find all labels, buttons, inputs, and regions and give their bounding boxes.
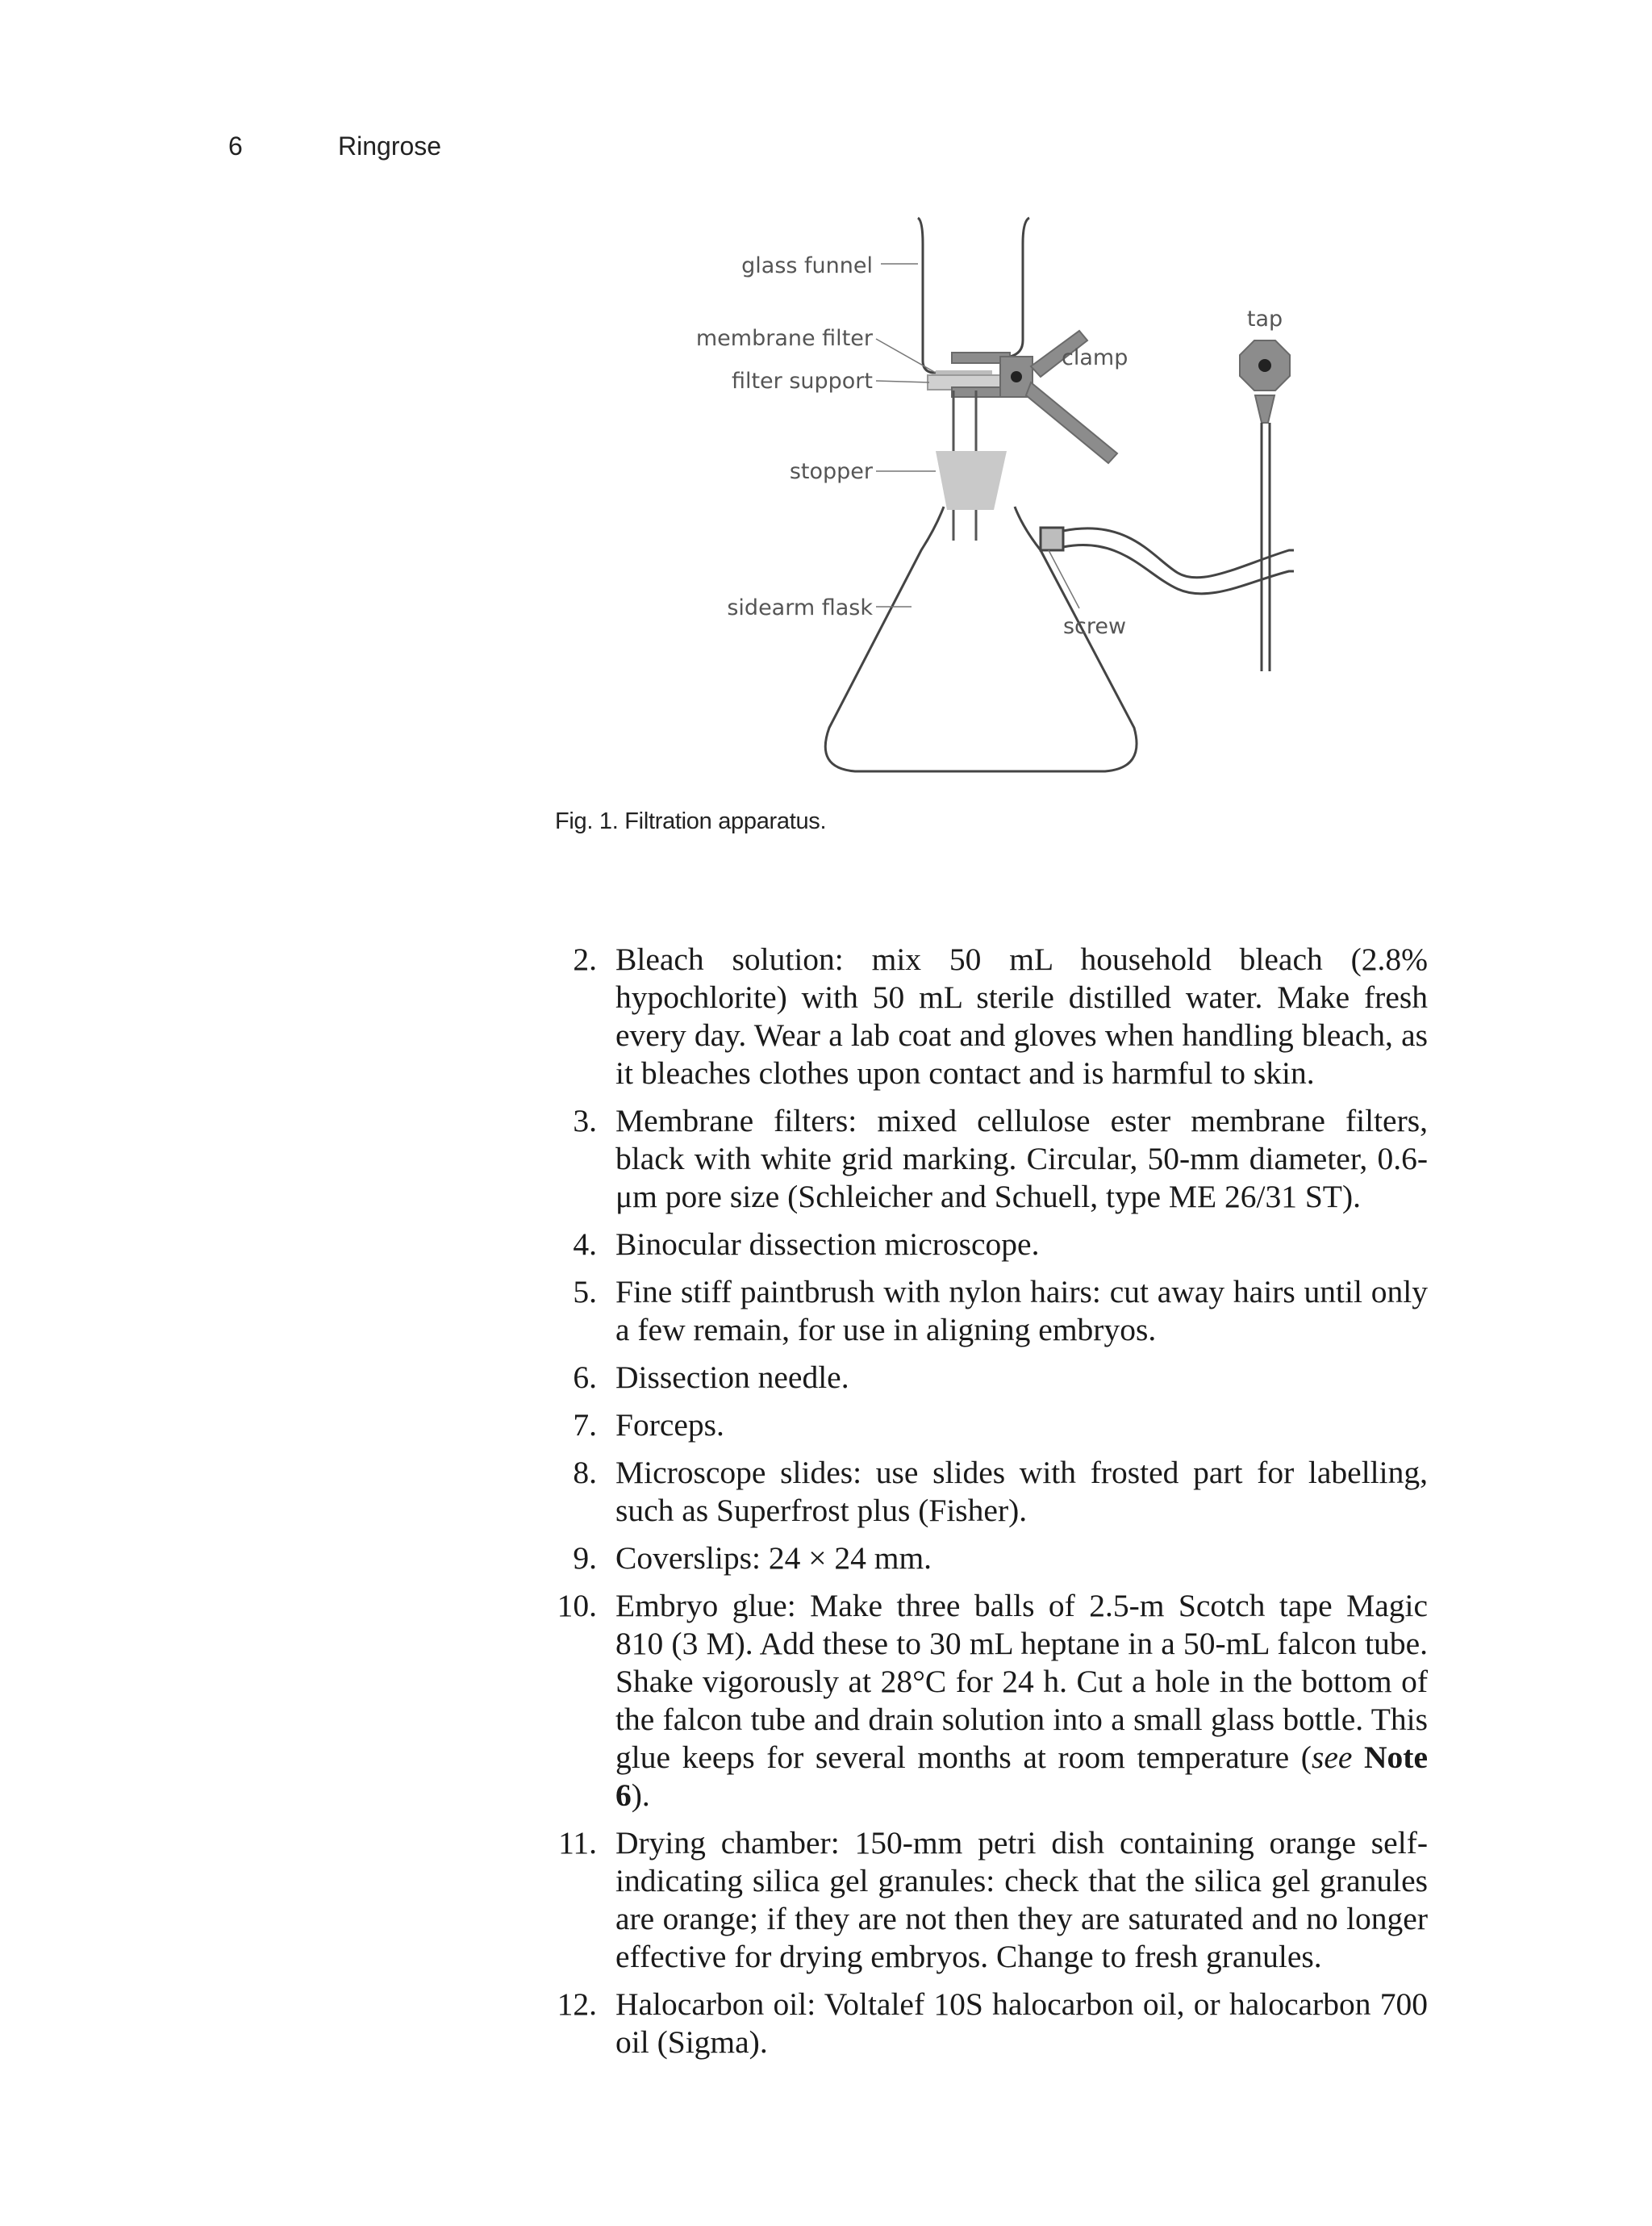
list-item <box>549 1539 1428 1577</box>
item-number: 3. <box>573 1103 597 1138</box>
list-item <box>549 941 1428 1092</box>
note-reference-link[interactable]: Note 6 <box>615 1739 1428 1813</box>
label-clamp: clamp <box>1062 345 1128 370</box>
item-text: Bleach solution: mix 50 mL household bleach (2.8% hypochlorite) with 50 mL sterile distilled water. Make fresh every day. Wear a lab coat and gloves when handling bleach, as it bleaches clothes upon contact and is harmful to skin. <box>615 942 1428 1091</box>
list-item <box>549 1587 1428 1815</box>
list-item <box>549 1406 1428 1444</box>
item-number: 9. <box>573 1540 597 1576</box>
materials-list <box>549 941 1428 2071</box>
label-sidearm-flask: sidearm flask <box>727 595 873 620</box>
item-text: Fine stiff paintbrush with nylon hairs: cut away hairs until only a few remain, for use in aligning embryos. <box>615 1274 1428 1347</box>
page-number: 6 <box>228 132 243 161</box>
item-text: Forceps. <box>615 1407 724 1443</box>
label-stopper: stopper <box>789 459 873 484</box>
item-number: 2. <box>573 942 597 977</box>
item-text: Binocular dissection microscope. <box>615 1226 1040 1262</box>
item-number: 11. <box>558 1825 597 1861</box>
item-text: Halocarbon oil: Voltalef 10S halocarbon oil, or halocarbon 700 oil (Sigma). <box>615 1986 1428 2060</box>
list-item <box>549 1102 1428 1216</box>
item-number: 6. <box>573 1359 597 1395</box>
label-tap: tap <box>1246 307 1283 332</box>
screw <box>1041 528 1063 550</box>
item-text: Membrane filters: mixed cellulose ester membrane filters, black with white grid marking. Circular, 50-mm diameter, 0.6-μm pore size (Schleicher and Schuell, type ME 26/31 ST). <box>615 1103 1428 1214</box>
see-reference: see <box>1311 1739 1353 1775</box>
item-number: 7. <box>573 1407 597 1443</box>
label-glass-funnel: glass funnel <box>741 253 873 278</box>
item-text: Drying chamber: 150-mm petri dish containing orange self-indicating silica gel granules: check that the silica gel granules are orange; if they are not then they are saturated and no longer effective for drying embryos. Change to fresh granules. <box>615 1825 1428 1974</box>
running-head-author: Ringrose <box>338 132 442 161</box>
item-number: 12. <box>557 1986 597 2022</box>
list-item <box>549 1824 1428 1976</box>
item-number: 10. <box>557 1588 597 1623</box>
label-filter-support: filter support <box>731 369 873 394</box>
list-item <box>549 1454 1428 1530</box>
figure-caption <box>555 808 826 835</box>
label-membrane-filter: membrane filter <box>695 326 873 351</box>
item-text: Coverslips: 24 × 24 mm. <box>615 1540 932 1576</box>
item-number: 5. <box>573 1274 597 1309</box>
list-item <box>549 1986 1428 2061</box>
list-item <box>549 1359 1428 1397</box>
label-screw: screw <box>1062 614 1127 639</box>
item-text-main: Embryo glue: Make three balls of 2.5-m Scotch tape Magic 810 (3 M). Add these to 30 mL heptane in a 50-mL falcon tube. Shake vigorously at 28°C for 24 h. Cut a hole in the bottom of the falcon tube and drain solution into a small glass bottle. This glue keeps for several months at room temperature ( <box>615 1588 1428 1775</box>
item-text: Microscope slides: use slides with frosted part for labelling, such as Superfrost plus (Fisher). <box>615 1455 1428 1528</box>
item-text-tail: ). <box>631 1777 650 1813</box>
item-text: Dissection needle. <box>615 1359 849 1395</box>
filtration-apparatus-figure <box>694 211 1323 788</box>
figure-background <box>694 211 1323 788</box>
item-number: 4. <box>573 1226 597 1262</box>
caption-text: Filtration apparatus. <box>624 808 827 834</box>
caption-number: Fig. 1. <box>555 808 619 834</box>
membrane-filter <box>936 370 992 374</box>
item-number: 8. <box>573 1455 597 1490</box>
list-item <box>549 1226 1428 1263</box>
item-text <box>615 1587 1428 1815</box>
list-item <box>549 1273 1428 1349</box>
